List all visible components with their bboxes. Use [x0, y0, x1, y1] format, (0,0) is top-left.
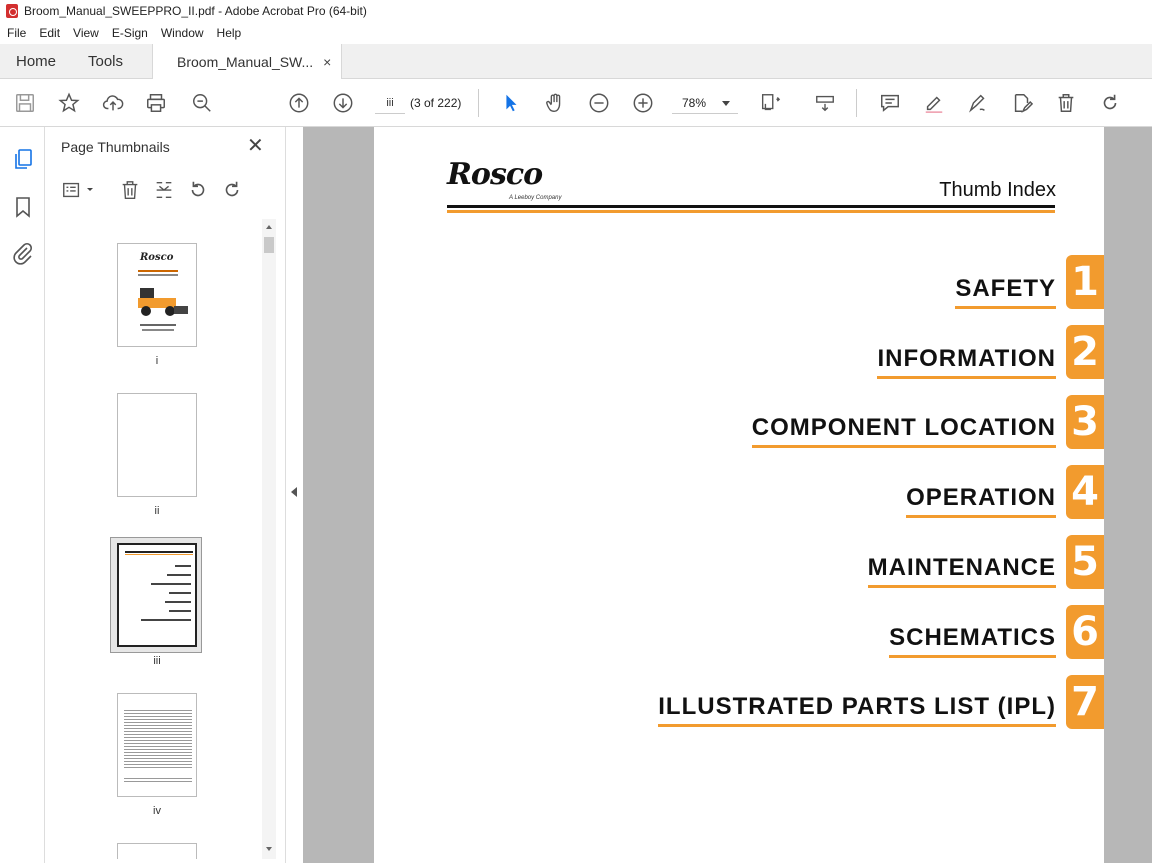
thumb-tab-4[interactable]: 4 [1066, 465, 1104, 519]
menu-window[interactable]: Window [160, 26, 204, 40]
rosco-logo: Rosco [447, 157, 543, 192]
header-accent-rule [447, 210, 1055, 213]
entry-underline [889, 655, 1056, 658]
index-entry-ipl[interactable] [658, 693, 1056, 721]
delete-page-icon[interactable] [1054, 91, 1078, 115]
close-icon[interactable]: ✕ [247, 135, 264, 157]
menu-view[interactable]: View [73, 26, 99, 40]
scrollbar-thumb[interactable] [264, 237, 274, 253]
star-icon[interactable] [57, 91, 81, 115]
options-menu-icon[interactable] [61, 179, 83, 201]
header-rule [447, 205, 1055, 208]
tab-tools[interactable]: Tools [88, 53, 124, 70]
rotate-right-icon[interactable] [221, 179, 243, 201]
document-canvas [303, 127, 1152, 863]
acrobat-icon [6, 4, 18, 18]
header-title: Thumb Index [939, 179, 1056, 201]
toolbar-divider [856, 89, 857, 117]
save-icon[interactable] [13, 91, 37, 115]
zoom-out-icon[interactable] [587, 91, 611, 115]
hand-tool-icon[interactable] [543, 91, 567, 115]
thumbnail-list [57, 219, 263, 859]
zoom-in-icon[interactable] [631, 91, 655, 115]
comment-icon[interactable] [878, 91, 902, 115]
upload-cloud-icon[interactable] [101, 91, 125, 115]
tab-home[interactable]: Home [16, 53, 57, 70]
scroll-mode-icon[interactable] [813, 91, 837, 115]
menu-esign[interactable]: E-Sign [111, 26, 148, 40]
zoom-level-value: 78% [682, 96, 707, 110]
entry-text: SAFETY [955, 275, 1056, 302]
tab-document-label: Broom_Manual_SW... [177, 54, 314, 70]
thumb-tab-2[interactable]: 2 [1066, 325, 1104, 379]
index-entry-maintenance[interactable] [868, 554, 1056, 582]
thumbnail-label: ii [154, 505, 160, 517]
entry-underline [868, 585, 1056, 588]
thumbnail-page-2[interactable] [117, 393, 197, 497]
edit-pdf-icon[interactable] [1010, 91, 1034, 115]
tab-bar [0, 44, 1152, 79]
window-title: Broom_Manual_SWEEPPRO_II.pdf - Adobe Acrobat Pro (64-bit) [24, 4, 367, 18]
index-entry-safety[interactable] [955, 275, 1056, 303]
select-cursor-icon[interactable] [499, 91, 523, 115]
panel-title: Page Thumbnails [61, 139, 170, 155]
tab-close-icon[interactable]: × [323, 54, 332, 70]
panel-collapse-handle[interactable] [285, 127, 303, 863]
collapse-arrow-icon [291, 487, 297, 497]
entry-underline [752, 445, 1056, 448]
next-page-icon[interactable] [331, 91, 355, 115]
thumb-tab-1[interactable]: 1 [1066, 255, 1104, 309]
attachment-icon[interactable] [11, 241, 35, 265]
thumbnail-page-4[interactable] [117, 693, 197, 797]
thumbnail-label: iii [153, 655, 161, 667]
print-icon[interactable] [144, 91, 168, 115]
chevron-down-icon[interactable] [85, 185, 95, 195]
title-bar [0, 0, 1152, 22]
thumbnail-label: iv [153, 805, 161, 817]
scroll-up-icon[interactable] [265, 223, 273, 231]
page-thumbnails-icon[interactable] [11, 147, 35, 171]
zoom-search-icon[interactable] [190, 91, 214, 115]
entry-text: INFORMATION [877, 345, 1056, 372]
index-entry-information[interactable] [877, 345, 1056, 373]
thumb-tab-3[interactable]: 3 [1066, 395, 1104, 449]
draw-pen-icon[interactable] [966, 91, 990, 115]
entry-underline [906, 515, 1056, 518]
page-fit-icon[interactable] [758, 91, 782, 115]
menu-bar [0, 22, 1152, 44]
menu-file[interactable]: File [7, 26, 27, 40]
entry-text: OPERATION [906, 484, 1056, 511]
left-rail [0, 127, 45, 863]
redo-rotate-icon[interactable] [1098, 91, 1122, 115]
thumbnail-page-5[interactable] [117, 843, 197, 859]
logo-subtitle: A Leeboy Company [509, 195, 562, 201]
highlight-pen-icon[interactable] [922, 91, 946, 115]
thumbnail-machine-image [130, 284, 190, 318]
tab-document[interactable] [152, 44, 342, 80]
bookmark-icon[interactable] [11, 195, 35, 219]
thumbnail-logo: Rosco [140, 252, 174, 263]
entry-text: ILLUSTRATED PARTS LIST (IPL) [658, 693, 1056, 720]
thumbnail-page-1[interactable] [117, 243, 197, 347]
rotate-left-icon[interactable] [187, 179, 209, 201]
thumb-tab-6[interactable]: 6 [1066, 605, 1104, 659]
delete-icon[interactable] [119, 179, 141, 201]
entry-text: MAINTENANCE [867, 554, 1056, 581]
thumbnail-scrollbar[interactable] [262, 219, 276, 859]
thumb-tab-7[interactable]: 7 [1066, 675, 1104, 729]
panel-toolbar [59, 177, 269, 203]
zoom-level-select[interactable] [672, 92, 738, 114]
index-entry-operation[interactable] [906, 484, 1056, 512]
entry-text: SCHEMATICS [889, 624, 1056, 651]
thumbnail-text-lines [124, 708, 192, 768]
index-entry-schematics[interactable] [889, 624, 1056, 652]
pdf-page [374, 127, 1104, 863]
index-entry-component-location[interactable] [752, 414, 1056, 442]
page-count: (3 of 222) [410, 96, 462, 110]
thumbnail-label: i [155, 355, 159, 367]
toolbar-divider [478, 89, 479, 117]
page-number-input[interactable]: iii [375, 92, 405, 114]
page-thumbnails-panel [45, 127, 285, 863]
toolbar [0, 79, 1152, 127]
entry-text: COMPONENT LOCATION [751, 414, 1056, 441]
entry-underline [658, 724, 1056, 727]
chevron-down-icon [722, 101, 730, 106]
extract-pages-icon[interactable] [153, 179, 175, 201]
thumb-tab-5[interactable]: 5 [1066, 535, 1104, 589]
menu-help[interactable]: Help [216, 26, 242, 40]
entry-underline [877, 376, 1056, 379]
previous-page-icon[interactable] [287, 91, 311, 115]
entry-underline [955, 306, 1056, 309]
menu-edit[interactable]: Edit [39, 26, 61, 40]
thumbnail-page-3[interactable] [117, 543, 197, 647]
scroll-down-icon[interactable] [265, 845, 273, 853]
